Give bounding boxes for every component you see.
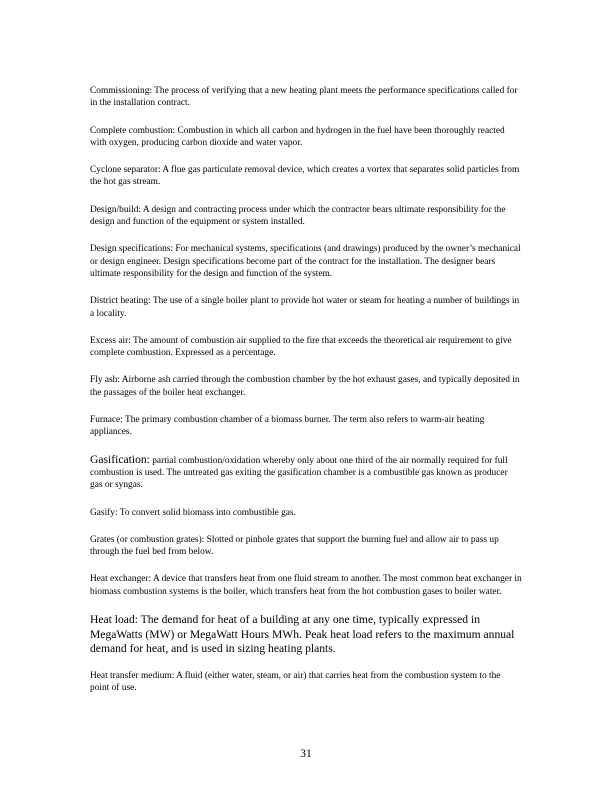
glossary-entry-commissioning: Commissioning: The process of verifying that a new heating plant meets the performance specifications called for in the installation contract. xyxy=(90,86,518,109)
glossary-entry-heat-exchanger: Heat exchanger: A device that transfers heat from one fluid stream to another. The most common heat exchanger in biomass combustion systems is the boiler, which transfers heat from the hot combustion gases to boiler water. xyxy=(90,574,522,597)
glossary-entry-fly-ash: Fly ash: Airborne ash carried through the combustion chamber by the hot exhaust gases, and typically deposited in the passages of the boiler heat exchanger. xyxy=(90,375,520,398)
glossary-entry-complete-combustion: Complete combustion: Combustion in which all carbon and hydrogen in the fuel have been thoroughly reacted with oxygen, producing carbon dioxide and water vapor. xyxy=(90,125,505,148)
glossary-entry-gasify: Gasify: To convert solid biomass into combustible gas. xyxy=(90,507,296,518)
glossary-term-gasification: Gasification: xyxy=(90,452,150,466)
glossary-entry-gasification xyxy=(90,454,522,492)
glossary-entry-cyclone-separator: Cyclone separator: A flue gas particulate removal device, which creates a vortex that separates solid particles from the hot gas stream. xyxy=(90,165,520,188)
glossary-entry-heat-transfer-medium: Heat transfer medium: A fluid (either water, steam, or air) that carries heat from the combustion system to the point of use. xyxy=(90,670,501,694)
glossary-entry-district-heating: District heating: The use of a single boiler plant to provide hot water or steam for heating a number of buildings in a locality. xyxy=(90,296,520,319)
glossary-entry-excess-air: Excess air: The amount of combustion air supplied to the fire that exceeds the theoretical air requirement to give complete combustion. Expressed as a percentage. xyxy=(90,335,512,359)
glossary-page-body xyxy=(90,85,522,709)
glossary-entry-grates: Grates (or combustion grates): Slotted or pinhole grates that support the burning fuel and allow air to pass up through the fuel bed from below. xyxy=(90,534,499,558)
glossary-definition-gasification: partial combustion/oxidation whereby only about one third of the air normally required for full combustion is used. The untreated gas exiting the gasification chamber is a combustible gas known as producer gas or syngas. xyxy=(90,455,508,491)
glossary-entry-design-specifications: Design specifications: For mechanical systems, specifications (and drawings) produced by the owner’s mechanical or design engineer. Design specifications become part of the contract for the installation. The designer bears ultimate responsibility for the design and function of the system. xyxy=(90,244,521,279)
glossary-entry-heat-load: Heat load: The demand for heat of a building at any one time, typically expressed in MegaWatts (MW) or MegaWatt Hours MWh. Peak heat load refers to the maximum annual demand for heat, and is used in sizing heating plants. xyxy=(90,613,515,656)
glossary-entry-design-build: Design/build: A design and contracting process under which the contractor bears ultimate responsibility for the design and function of the equipment or system installed. xyxy=(90,204,506,228)
glossary-entry-furnace: Furnace: The primary combustion chamber of a biomass burner. The term also refers to warm-air heating appliances. xyxy=(90,415,485,438)
page-number: 31 xyxy=(300,748,312,760)
